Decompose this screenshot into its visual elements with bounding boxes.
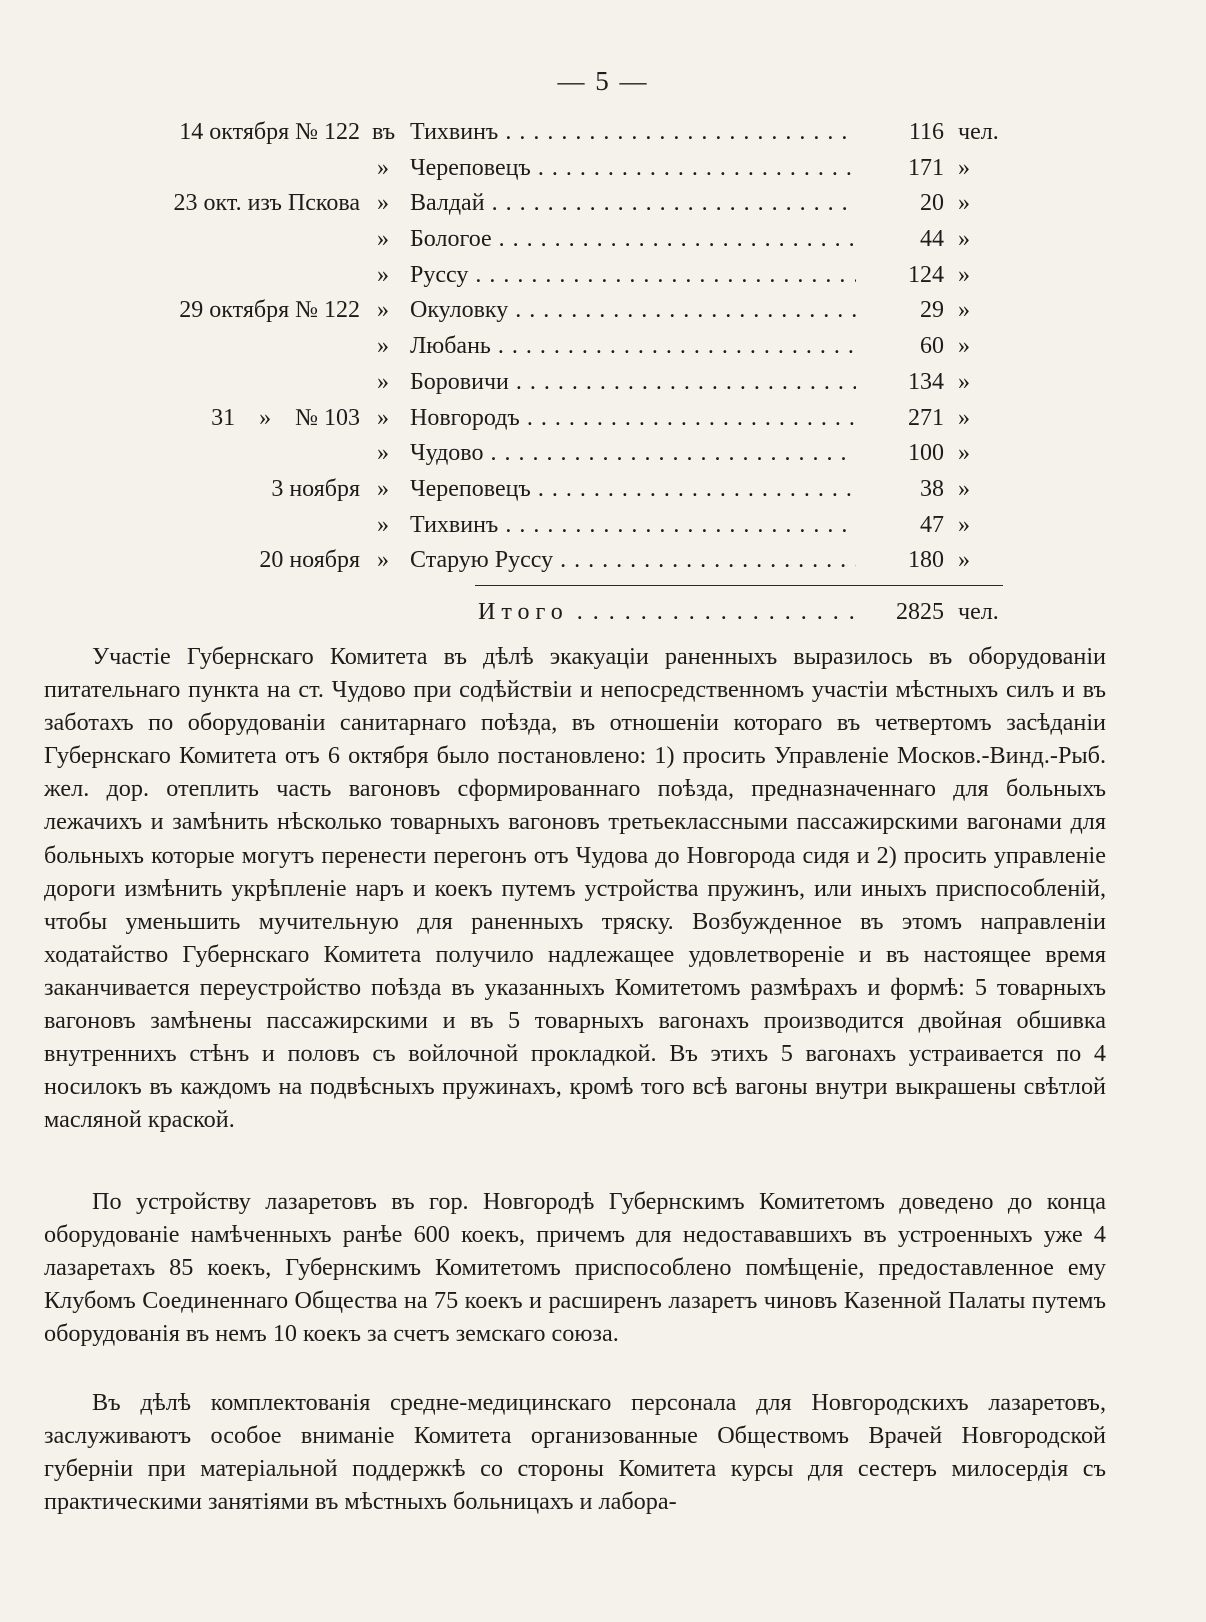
row-unit: » xyxy=(958,511,970,538)
paragraph: По устройству лазаретовъ въ гор. Новгородѣ Губернскимъ Комитетомъ доведено до конца оборудованіе намѣченныхъ ранѣе 600 коекъ, причемъ для недостававшихъ въ устроенныхъ уже 4 лазаретахъ 85 коекъ, Губернскимъ Комитетомъ приспособлено помѣщеніе, предоставленное ему Клубомъ Соединеннаго Общества на 75 коекъ и расширенъ лазаретъ чиновъ Казенной Палаты путемъ оборудованія въ немъ 10 коекъ за счетъ земскаго союза. xyxy=(44,1188,1106,1348)
row-mark: » xyxy=(377,261,389,288)
row-unit: » xyxy=(958,404,970,431)
row-mark: » xyxy=(377,297,389,324)
row-count: 134 xyxy=(908,368,944,395)
row-destination: Череповецъ . . . xyxy=(410,472,856,508)
row-unit: » xyxy=(958,547,970,574)
row-count: 44 xyxy=(920,226,944,253)
row-mark: » xyxy=(377,368,389,395)
row-destination: Тихвинъ . . . xyxy=(410,115,856,151)
row-mark: » xyxy=(377,154,389,181)
row-date: 29 октября № 122 xyxy=(179,297,360,324)
row-unit: чел. xyxy=(958,119,999,145)
row-count: 29 xyxy=(920,297,944,324)
table-row xyxy=(0,472,1206,508)
row-count: 60 xyxy=(920,333,944,360)
row-unit: » xyxy=(958,475,970,502)
table-row xyxy=(0,222,1206,258)
table-row xyxy=(0,115,1206,151)
table-row xyxy=(0,151,1206,187)
row-destination: Бологое . . . xyxy=(410,222,856,258)
row-count: 38 xyxy=(920,475,944,502)
table-row xyxy=(0,365,1206,401)
row-count: 100 xyxy=(908,440,944,467)
row-count: 271 xyxy=(908,404,944,431)
row-unit: » xyxy=(958,297,970,324)
row-destination: Череповецъ . . . xyxy=(410,151,856,187)
row-destination: Боровичи . . . xyxy=(410,365,856,401)
row-destination: Новгородъ . . . xyxy=(410,401,856,437)
total-label: Итого . . . xyxy=(478,595,858,629)
page-number: — 5 — xyxy=(557,66,649,96)
row-unit: » xyxy=(958,440,970,467)
row-destination: Старую Руссу . . . xyxy=(410,543,856,579)
row-unit: » xyxy=(958,190,970,217)
table-row xyxy=(0,508,1206,544)
row-date: 23 окт. изъ Пскова xyxy=(173,190,360,217)
row-mark: » xyxy=(377,404,389,431)
row-unit: » xyxy=(958,261,970,288)
paragraph: Участіе Губернскаго Комитета въ дѣлѣ экакуаціи раненныхъ выразилось въ оборудованіи питательнаго пункта на ст. Чудово при содѣйствіи и непосредственномъ участіи мѣстныхъ силъ и въ заботахъ по оборудованіи санитарнаго поѣзда, въ отношеніи котораго въ четвертомъ засѣданіи Губернскаго Комитета отъ 6 октября было постановлено: 1) просить Управленіе Москов.-Винд.-Рыб. жел. дор. отеплить часть вагоновъ сформированнаго поѣзда, предназначеннаго для больныхъ лежачихъ и замѣнить нѣсколько товарныхъ вагоновъ третьеклассными пассажирскими вагонами для больныхъ которые могутъ перенести перегонъ отъ Чудова до Новгорода сидя и 2) просить управленіе дороги измѣнить укрѣпленіе наръ и коекъ путемъ устройства пружинъ, или иныхъ приспособленій, чтобы уменьшить мучительную для раненныхъ тряску. Возбужденное въ этомъ направленіи ходатайство Губернскаго Комитета получило надлежащее удовлетвореніе и въ настоящее время заканчивается переустройство поѣзда въ указанныхъ Комитетомъ размѣрахъ и формѣ: 5 товарныхъ вагоновъ замѣнены пассажирскими и въ 5 товарныхъ вагонахъ производится двойная обшивка внутреннихъ стѣнъ и половъ съ войлочной прокладкой. Въ этихъ 5 вагонахъ устраивается по 4 носилокъ въ каждомъ на подвѣсныхъ пружинахъ, кромѣ того всѣ вагоны внутри выкрашены свѣтлой масляной краской. xyxy=(44,643,1106,1134)
row-mark: » xyxy=(377,475,389,502)
total-count: 2825 xyxy=(896,599,944,625)
row-date: 3 ноября xyxy=(271,475,360,502)
table-row xyxy=(0,258,1206,294)
total-divider xyxy=(475,585,1003,586)
table-row xyxy=(0,329,1206,365)
row-destination: Тихвинъ . . . xyxy=(410,508,856,544)
row-count: 180 xyxy=(908,547,944,574)
row-count: 20 xyxy=(920,190,944,217)
row-destination: Руссу . . . xyxy=(410,258,856,294)
table-row xyxy=(0,293,1206,329)
evacuation-table xyxy=(0,115,1206,579)
total-unit: чел. xyxy=(958,599,999,625)
row-mark: » xyxy=(377,547,389,574)
row-count: 124 xyxy=(908,261,944,288)
row-destination: Окуловку . . . xyxy=(410,293,856,329)
row-mark: » xyxy=(377,190,389,217)
row-unit: » xyxy=(958,333,970,360)
row-destination: Валдай . . . xyxy=(410,186,856,222)
row-mark: » xyxy=(377,226,389,253)
row-unit: » xyxy=(958,226,970,253)
total-row xyxy=(0,595,1206,629)
row-destination: Любань . . . xyxy=(410,329,856,365)
row-count: 116 xyxy=(908,119,944,145)
row-date: 20 ноября xyxy=(259,547,360,574)
row-mark: въ xyxy=(372,119,396,145)
paragraph: Въ дѣлѣ комплектованія средне-медицинскаго персонала для Новгородскихъ лазаретовъ, заслуживаютъ особое вниманіе Комитета организованные Обществомъ Врачей Новгородской губерніи при матеріальной поддержкѣ со стороны Комитета курсы для сестеръ милосердія съ практическими занятіями въ мѣстныхъ больницахъ и лабора- xyxy=(44,1389,1106,1516)
row-mark: » xyxy=(377,511,389,538)
table-row xyxy=(0,186,1206,222)
table-row xyxy=(0,436,1206,472)
row-date: 31 » № 103 xyxy=(211,404,360,431)
row-count: 171 xyxy=(908,154,944,181)
row-mark: » xyxy=(377,333,389,360)
row-count: 47 xyxy=(920,511,944,538)
row-date: 14 октября № 122 xyxy=(179,119,360,145)
row-unit: » xyxy=(958,154,970,181)
row-destination: Чудово . . . xyxy=(410,436,856,472)
row-mark: » xyxy=(377,440,389,467)
table-row xyxy=(0,543,1206,579)
row-unit: » xyxy=(958,368,970,395)
table-row xyxy=(0,401,1206,437)
